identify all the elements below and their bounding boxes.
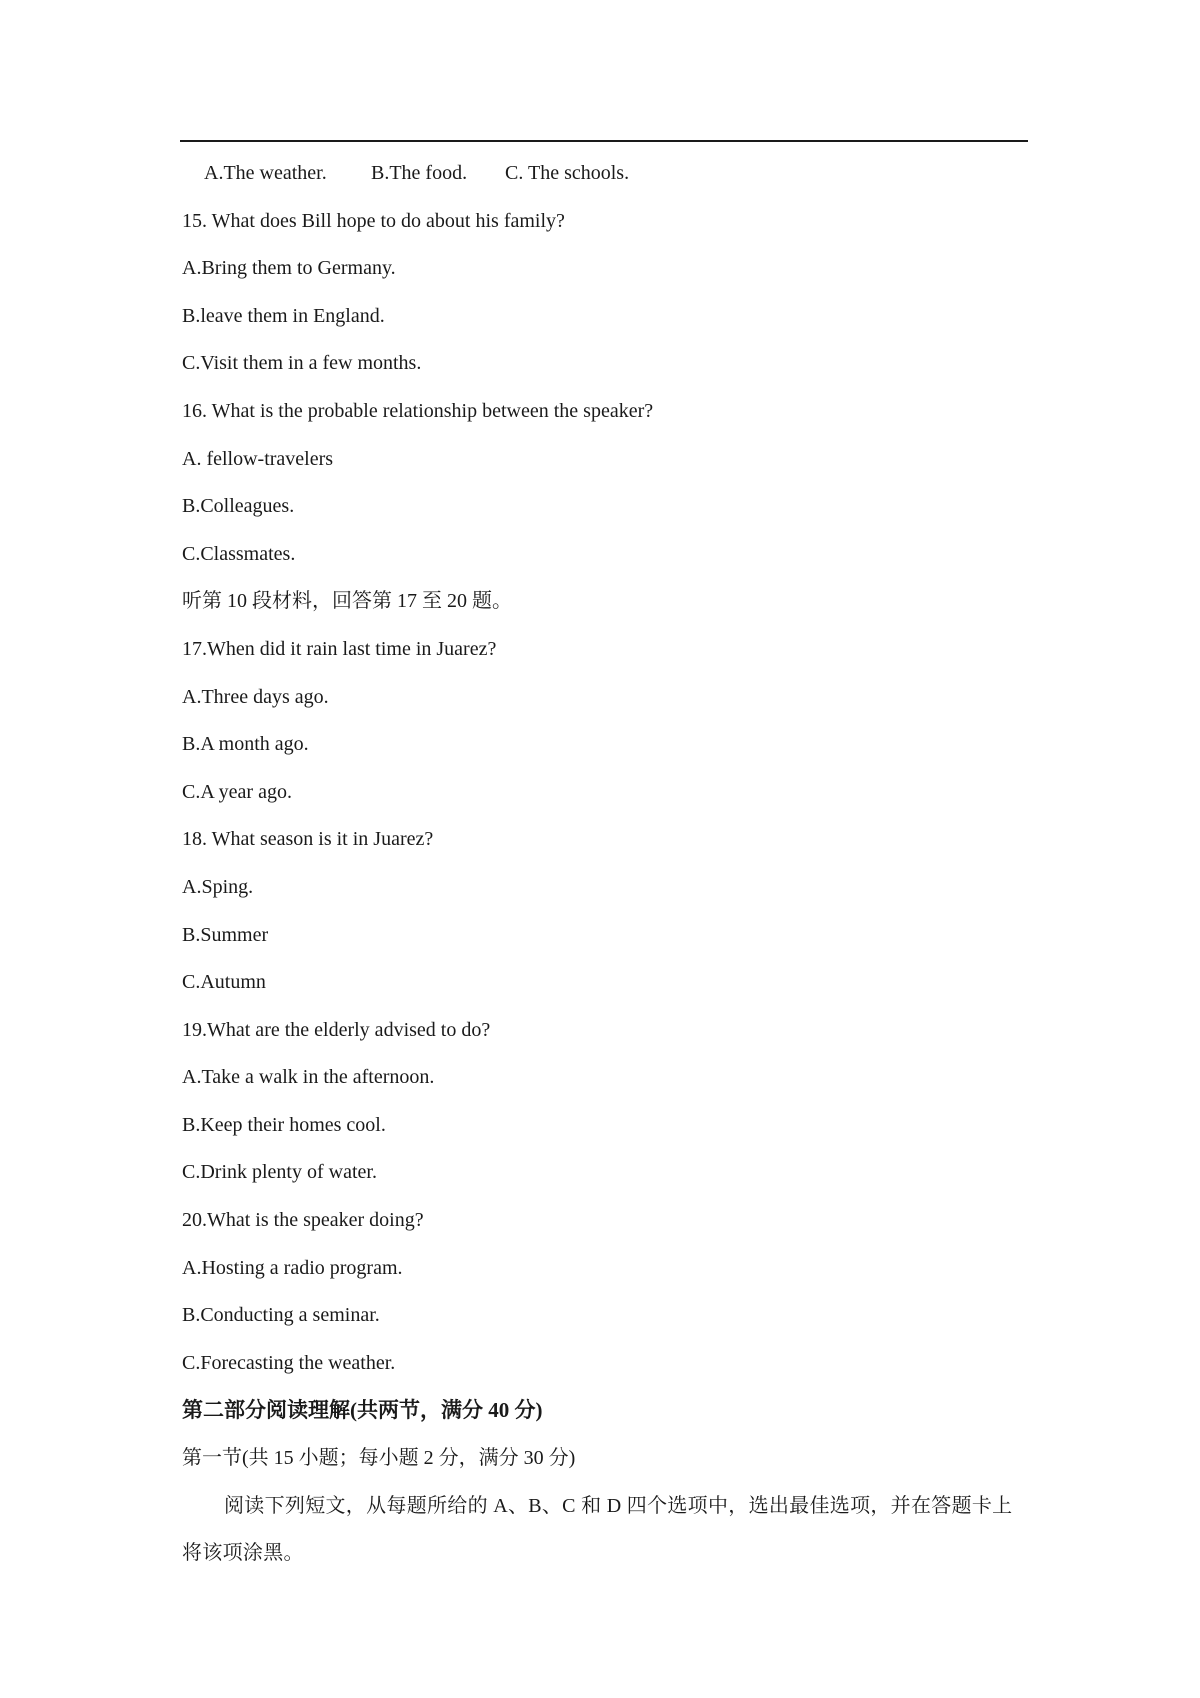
q19-option-c: C.Drink plenty of water. <box>182 1161 377 1184</box>
q14-option-c: C. The schools. <box>505 162 630 184</box>
q20-option-c: C.Forecasting the weather. <box>182 1351 396 1374</box>
q15-option-a: A.Bring them to Germany. <box>182 257 396 280</box>
q16-option-c: C.Classmates. <box>182 542 296 565</box>
q17-option-c: C.A year ago. <box>182 780 292 803</box>
q18-option-a: A.Sping. <box>182 875 254 898</box>
header-rule <box>180 140 1028 142</box>
q15-question: 15. What does Bill hope to do about his family? <box>182 209 565 232</box>
q16-question: 16. What is the probable relationship between the speaker? <box>182 399 654 422</box>
q15-option-b: B.leave them in England. <box>182 304 385 327</box>
q14-options <box>182 150 1028 198</box>
reading-instruction: 阅读下列短文，从每题所给的 A、B、C 和 D 四个选项中，选出最佳选项，并在答题卡上将该项涂黑。 <box>182 1494 1013 1565</box>
q17-option-a: A.Three days ago. <box>182 685 329 708</box>
q14-option-a: A.The weather. <box>204 162 327 184</box>
q20-question: 20.What is the speaker doing? <box>182 1209 424 1232</box>
q19-option-a: A.Take a walk in the afternoon. <box>182 1066 435 1089</box>
section10-instruction: 听第 10 段材料，回答第 17 至 20 题。 <box>182 590 512 613</box>
q17-option-b: B.A month ago. <box>182 733 309 756</box>
q14-option-b: B.The food. <box>371 162 468 184</box>
q16-option-a: A. fellow-travelers <box>182 447 334 470</box>
q20-option-b: B.Conducting a seminar. <box>182 1304 380 1327</box>
q18-question: 18. What season is it in Juarez? <box>182 828 434 851</box>
q19-option-b: B.Keep their homes cool. <box>182 1113 386 1136</box>
section1-subheading: 第一节(共 15 小题；每小题 2 分，满分 30 分) <box>182 1447 576 1470</box>
part2-heading: 第二部分阅读理解(共两节，满分 40 分) <box>182 1398 543 1423</box>
q15-option-c: C.Visit them in a few months. <box>182 352 422 375</box>
q20-option-a: A.Hosting a radio program. <box>182 1256 403 1279</box>
q19-question: 19.What are the elderly advised to do? <box>182 1018 491 1041</box>
q16-option-b: B.Colleagues. <box>182 495 295 518</box>
q18-option-c: C.Autumn <box>182 971 266 994</box>
exam-page-content <box>182 150 1028 1578</box>
q18-option-b: B.Summer <box>182 923 269 946</box>
q17-question: 17.When did it rain last time in Juarez? <box>182 637 497 660</box>
